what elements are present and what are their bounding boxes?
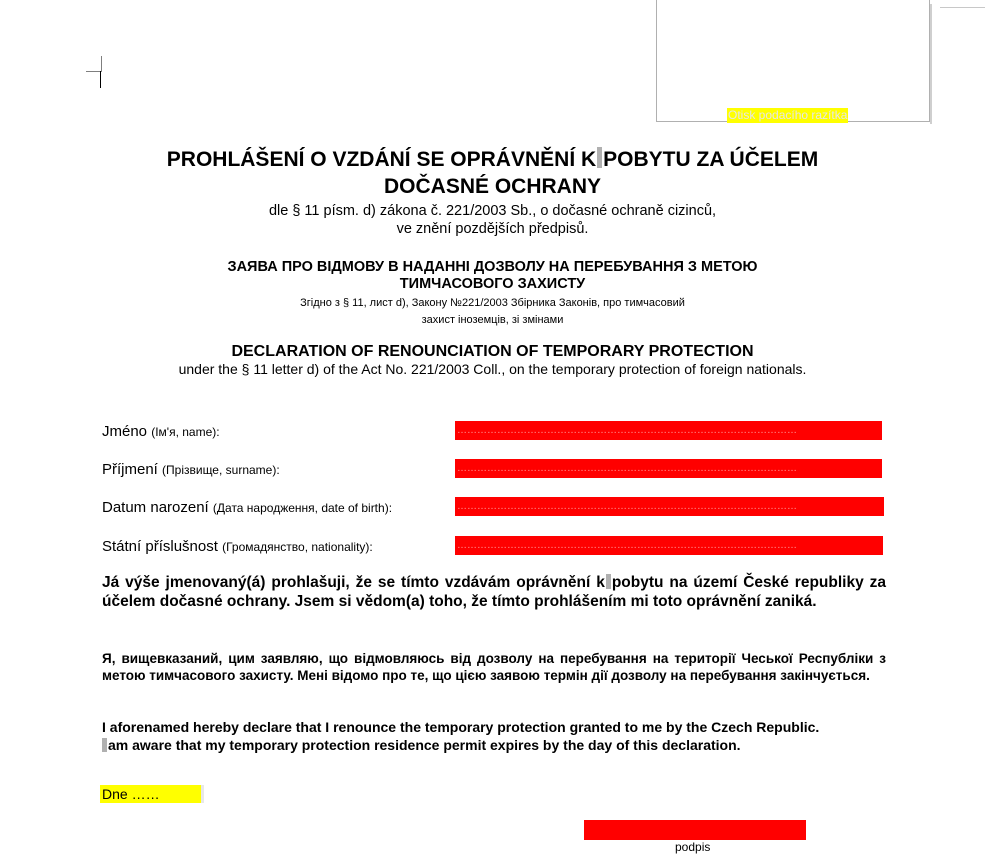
declaration-cz-part2: pobytu na území České republiky za účelem dočasné ochrany. Jsem si vědom(a) toho, že tímto prohlášením mi toto oprávnění zaniká. xyxy=(102,574,886,610)
subtitle-en: under the § 11 letter d) of the Act No. 221/2003 Coll., on the temporary protection of foreign nationals. xyxy=(178,361,807,377)
field-label-birthdate xyxy=(102,499,392,517)
field-nationality-hint: (Громадянство, nationality): xyxy=(222,540,373,554)
declaration-cz xyxy=(102,573,886,611)
subtitle-ua-line2: захист іноземців, зі змінами xyxy=(421,314,564,326)
declaration-ua: Я, вищевказаний, цим заявляю, що відмовляюсь від дозволу на перебування на території Чеської Республіки з метою тимчасового захисту. Мені відомо про те, що цією заявою термін дії дозволу на перебування закінчується. xyxy=(102,651,886,683)
crop-mark-vertical xyxy=(101,56,102,72)
field-nationality-label: Státní příslušnost xyxy=(102,538,218,555)
signature-redacted[interactable] xyxy=(584,820,806,840)
date-field[interactable]: Dne …… xyxy=(100,785,201,803)
signature-label: podpis xyxy=(675,840,711,854)
text-cursor xyxy=(100,71,101,88)
date-field-edge xyxy=(201,785,204,803)
declaration-en-line1: I aforenamed hereby declare that I renounce the temporary protection granted to me by the Czech Republic. xyxy=(102,719,820,735)
declaration-cz-part1: Já výše jmenovaný(á) prohlašuji, že se tímto vzdávám oprávnění k xyxy=(102,574,605,591)
stamp-label: Otisk podacího razítka xyxy=(728,108,848,122)
stamp-box-shadow xyxy=(930,4,932,124)
title-cz-line2: DOČASNÉ OCHRANY xyxy=(383,175,601,198)
title-cz-line1 xyxy=(0,147,985,172)
surname-input-redacted[interactable]: ………………………………………………………………………………………… xyxy=(455,459,882,478)
birthdate-input-redacted[interactable]: ………………………………………………………………………………………… xyxy=(455,497,884,516)
field-label-name xyxy=(102,423,220,441)
subtitle-cz-line1: dle § 11 písm. d) zákona č. 221/2003 Sb., o dočasné ochraně cizinců, xyxy=(268,203,717,219)
name-input-redacted[interactable]: ………………………………………………………………………………………… xyxy=(455,421,882,440)
title-en: DECLARATION OF RENOUNCIATION OF TEMPORARY PROTECTION xyxy=(231,343,754,360)
field-name-label: Jméno xyxy=(102,423,148,440)
title-ua-line2: ТИМЧАСОВОГО ЗАХИСТУ xyxy=(399,276,586,292)
field-surname-label: Příjmení xyxy=(102,461,158,478)
declaration-en-line2 xyxy=(102,736,886,754)
stamp-box[interactable] xyxy=(656,0,930,122)
title-cz-line1-a: PROHLÁŠENÍ O VZDÁNÍ SE OPRÁVNĚNÍ K xyxy=(166,148,597,171)
title-cz-line1-b: POBYTU ZA ÚČELEM xyxy=(603,148,819,171)
page-top-rule xyxy=(940,7,985,8)
field-label-surname xyxy=(102,461,280,479)
title-ua-line1: ЗАЯВА ПРО ВІДМОВУ В НАДАННІ ДОЗВОЛУ НА ПЕРЕБУВАННЯ З МЕТОЮ xyxy=(227,259,758,275)
field-birthdate-label: Datum narození xyxy=(102,499,209,516)
subtitle-cz-line2: ve znění pozdějších předpisů. xyxy=(396,221,589,237)
selection-mark xyxy=(606,574,611,590)
field-birthdate-hint: (Дата народження, date of birth): xyxy=(212,501,393,515)
field-surname-hint: (Прізвище, surname): xyxy=(162,463,280,477)
subtitle-ua-line1: Згідно з § 11, лист d), Закону №221/2003 Збірника Законів, про тимчасовий xyxy=(300,297,685,309)
declaration-en-line2-text: am aware that my temporary protection residence permit expires by the day of this declaration. xyxy=(108,737,741,753)
selection-mark xyxy=(102,738,107,752)
selection-mark xyxy=(597,147,602,168)
field-label-nationality xyxy=(102,538,373,556)
field-name-hint: (Ім'я, name): xyxy=(151,425,220,439)
nationality-input-redacted[interactable]: ………………………………………………………………………………………… xyxy=(455,536,883,555)
